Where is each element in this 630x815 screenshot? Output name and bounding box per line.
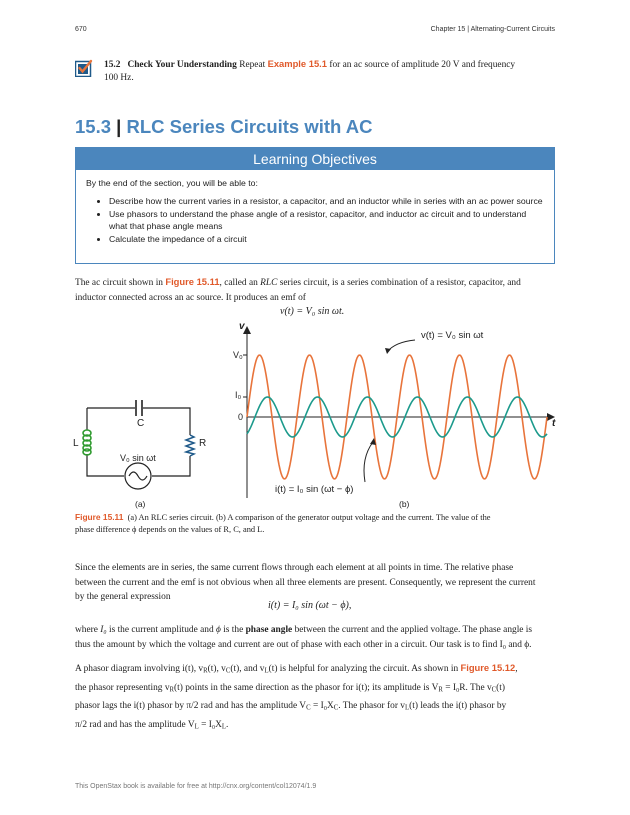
para1-rlc: RLC: [260, 278, 278, 288]
capacitor-label: C: [137, 418, 145, 429]
check-understanding-icon: [75, 59, 93, 77]
para3-I0: I₀: [100, 625, 107, 635]
figure-b-sublabel: (b): [399, 499, 410, 509]
v-callout-leader: [387, 340, 415, 352]
para4-l4: π/2 rad and has the amplitude V: [75, 720, 195, 731]
paragraph-series: [75, 561, 557, 605]
v-callout-arrowhead: [385, 348, 391, 354]
para4-l4c: .: [226, 720, 229, 731]
check-line2: 100 Hz.: [104, 72, 134, 83]
page-number: 670: [75, 26, 87, 33]
para2-line3: by the general expression: [75, 592, 171, 603]
objective-item: • Describe how the current varies in a resistor, a capacitor, and an inductor while in series with an ac power source: [109, 196, 544, 208]
current-callout: i(t) = I₀ sin (ωt − ϕ): [275, 484, 354, 495]
i-callout-leader: [364, 442, 373, 482]
figure-caption-label: Figure 15.11: [75, 512, 124, 522]
para4-l1d: (t) is helpful for analyzing the circuit. As shown in: [268, 664, 459, 674]
inductor-coil: [83, 430, 91, 455]
check-post: for an ac source of amplitude 20 V and frequency: [329, 60, 516, 70]
objectives-intro: By the end of the section, you will be able to:: [86, 178, 258, 188]
page-footer: This OpenStax book is available for free at http://cnx.org/content/col12074/1.9: [75, 783, 317, 790]
para1-line2: inductor connected across an ac source. It produces an emf of: [75, 292, 306, 303]
phase-angle-term: phase angle: [245, 625, 293, 635]
figure-15-12-link[interactable]: Figure 15.12: [460, 662, 516, 673]
check-pre: Repeat: [239, 60, 266, 70]
para3-phi: ϕ: [215, 625, 221, 635]
para4-l2c: = I₀R. The v: [442, 682, 492, 693]
para3-a: where: [75, 625, 98, 635]
paragraph-phasor: A phasor diagram involving i(t), $v_R(t)$, $v_C(t)$, and $v_L(t)$ is helpful for analyzing the circuit. As shown in Figure 15.12, the phasor representing $v_R(t)$ points in the same direction as the phasor for i(t); its amplitude is $V_R = I_0R$. The $v_C(t)$ phasor lags the i(t) phasor by π/2 rad and has the amplitude $V_C = I_0X_C$. The phasor for $v_L(t)$ leads the i(t) phasor by π/2 rad and has the amplitude $V_L = I_0X_L$.: [75, 662, 518, 731]
figure-a-sublabel: (a): [135, 499, 146, 509]
section-number: 15.3: [75, 116, 112, 137]
check-title: Check Your Understanding: [127, 60, 237, 70]
para1-a: The ac circuit shown in: [75, 278, 163, 288]
equation-emf: v(t) = V₀ sin ωt.: [280, 306, 345, 317]
zero-tick-label: 0: [238, 412, 244, 422]
resistor-zigzag: [186, 435, 194, 456]
para3-d: between the current and the applied voltage. The phase angle is: [294, 625, 533, 635]
para4-l1b: (t), v: [207, 664, 226, 674]
section-name: RLC Series Circuits with AC: [126, 116, 373, 137]
para4-l1a: A phasor diagram involving i(t), v: [75, 664, 204, 674]
chapter-header: Chapter 15 | Alternating-Current Circuits: [430, 26, 555, 33]
learning-objectives-heading: Learning Objectives: [76, 148, 554, 170]
resistor-label: R: [199, 438, 207, 449]
voltage-current-graph: [225, 318, 560, 503]
circuit-wire: [87, 454, 124, 476]
learning-objectives-body: [76, 170, 554, 246]
paragraph-phase-angle: [75, 623, 557, 652]
para4-l2d: (t): [496, 682, 506, 693]
para3-c: is the: [223, 625, 244, 635]
para4-l4b: = I₀X: [198, 720, 222, 731]
circuit-wire: [152, 456, 190, 476]
equation-current: i(t) = I₀ sin (ωt − ϕ),: [268, 600, 352, 611]
source-label: V₀ sin ωt: [120, 453, 156, 463]
para1-c: series circuit, is a series combination of a resistor, capacitor, and: [279, 278, 521, 288]
learning-objectives-box: [75, 147, 555, 264]
v-axis-label: v: [239, 321, 245, 332]
i0-tick-label: I₀: [235, 390, 242, 400]
inductor-label: L: [73, 438, 79, 449]
check-understanding: [104, 58, 564, 84]
para2-line2: between the current and the emf is not obvious when all three elements are present. Consequently, we represent the current: [75, 577, 536, 588]
figure-15-11-link[interactable]: Figure 15.11: [165, 276, 220, 287]
figure-caption-line1: (a) An RLC series circuit. (b) A comparison of the generator output voltage and the current. The value of the: [127, 513, 491, 522]
para1-b: , called an: [219, 278, 258, 288]
para4-l3b: = I₀X: [310, 701, 334, 712]
objective-item: • Use phasors to understand the phase angle of a resistor, capacitor, and inductor ac circuit and to understand what that phase angle means: [109, 209, 544, 232]
v0-tick-label: V₀: [233, 350, 243, 360]
voltage-callout: v(t) = V₀ sin ωt: [421, 330, 484, 341]
figure-caption: [75, 511, 557, 536]
section-title: [75, 116, 373, 138]
figure-caption-line2: phase difference ϕ depends on the values of R, C, and L.: [75, 525, 265, 534]
paragraph-intro: [75, 275, 557, 305]
para4-l1c: (t), and v: [230, 664, 265, 674]
para4-l3d: (t) leads the i(t) phasor by: [409, 701, 507, 712]
example-link[interactable]: Example 15.1: [267, 58, 327, 69]
para4-l3: phasor lags the i(t) phasor by π/2 rad and has the amplitude V: [75, 701, 307, 712]
circuit-wire: [143, 408, 190, 435]
section-separator: |: [116, 116, 122, 137]
para3-b: is the current amplitude and: [108, 625, 214, 635]
para4-l2b: (t) points in the same direction as the phasor for i(t); its amplitude is V: [174, 682, 439, 693]
objective-item: • Calculate the impedance of a circuit: [109, 234, 544, 246]
para3-line2: thus the amount by which the voltage and current are out of phase with each other in a circuit. Our task is to find I₀ and ϕ.: [75, 639, 532, 650]
para2-line1: Since the elements are in series, the same current flows through each element at all points in time. The relative phase: [75, 563, 514, 573]
rlc-circuit-diagram: [70, 390, 220, 490]
para4-l3c: . The phasor for v: [338, 701, 405, 712]
capacitor-symbol: [136, 400, 142, 416]
para4-l2: the phasor representing v: [75, 682, 170, 693]
objectives-list: [86, 196, 544, 246]
check-number: 15.2: [104, 60, 121, 70]
t-axis-label: t: [552, 418, 556, 429]
